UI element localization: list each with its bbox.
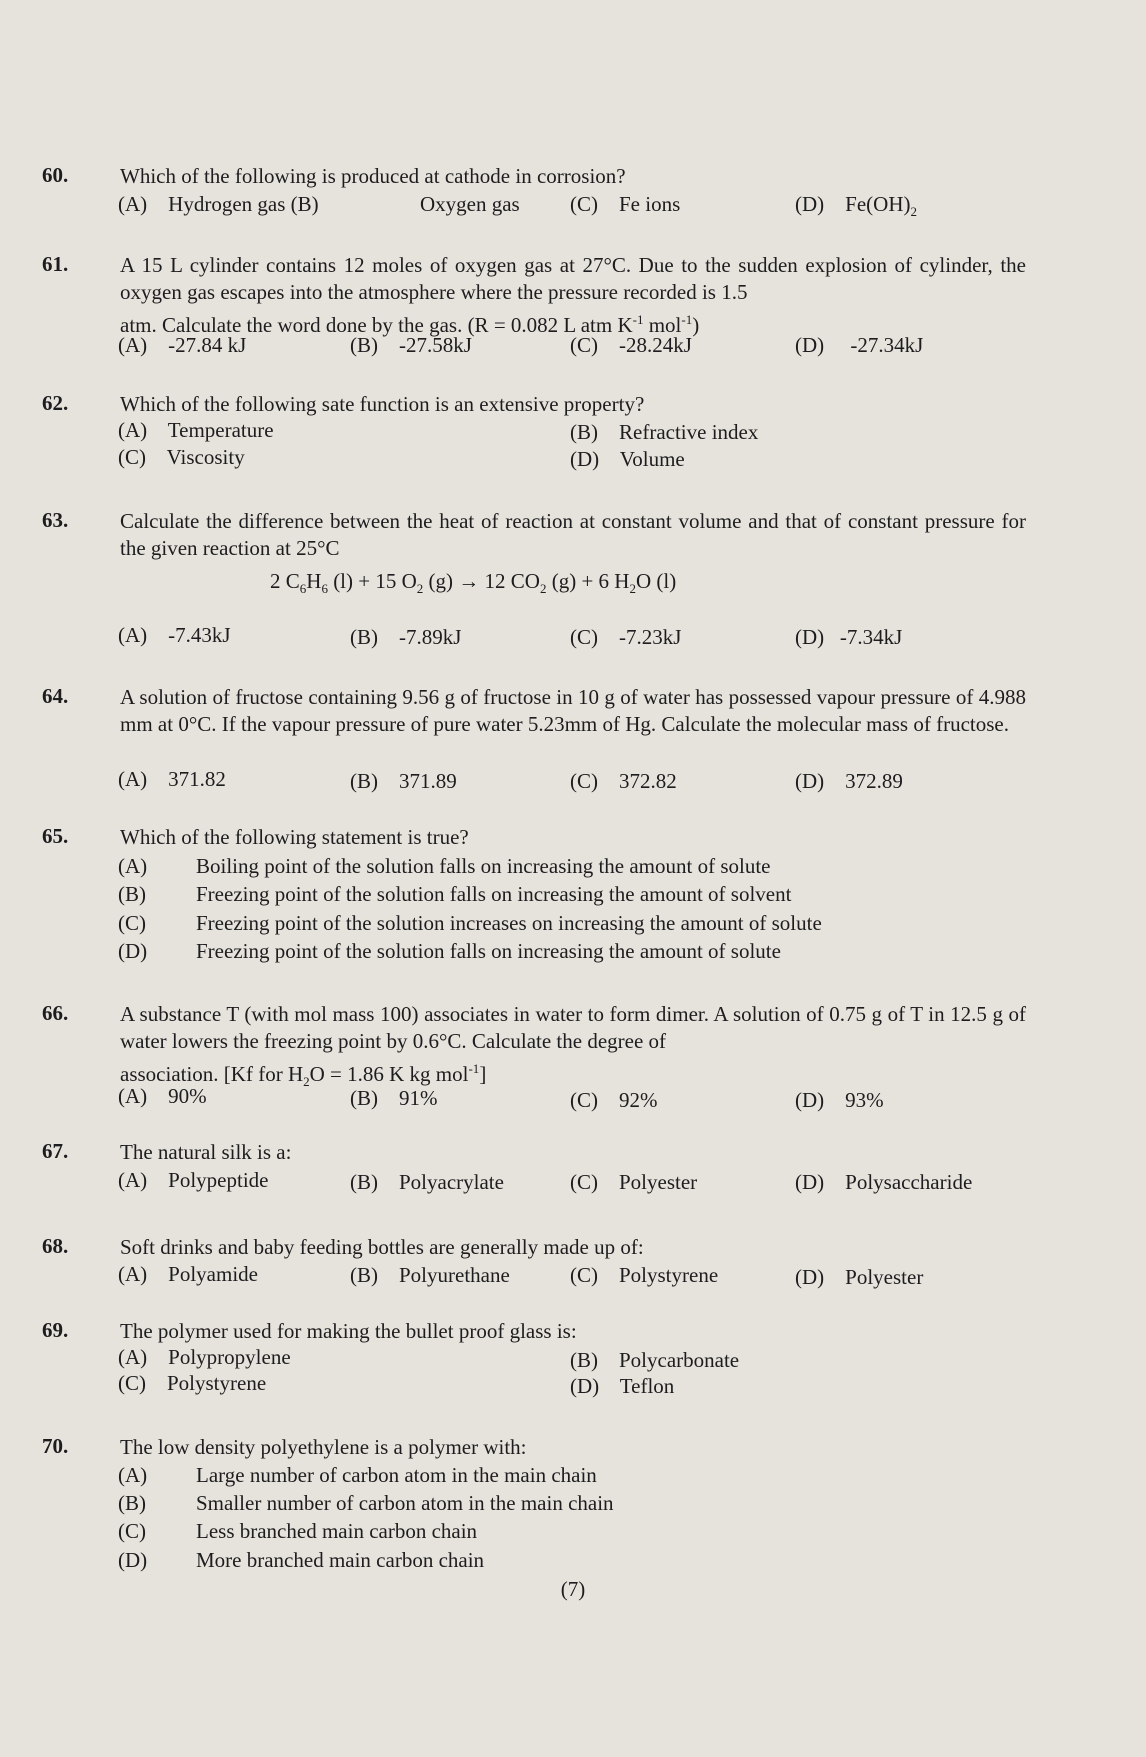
option-b: (B) Polyacrylate [350,1170,504,1194]
option-c: (C) Fe ions [570,192,681,216]
option-c: (C) Freezing point of the solution increases on increasing the amount of solute [118,911,822,935]
option-c: (C) -7.23kJ [570,625,682,649]
question-text: Soft drinks and baby feeding bottles are generally made up of: [120,1235,644,1259]
question-text-last-line: atm. Calculate the word done by the gas. (R = 0.082 L atm $K^{-1}$ mol$^{-1}$) [120,312,700,337]
option-c: (C) Less branched main carbon chain [118,1519,478,1543]
option-c: (C) 92% [570,1088,658,1112]
option-d: (D) More branched main carbon chain [118,1548,485,1572]
option-a: (A) Temperature [118,418,274,442]
option-c: (C) Polyester [570,1170,698,1194]
option-d: (D) Volume [570,447,685,471]
option-a: (A) -7.43kJ [118,623,231,647]
option-c: (C) 372.82 [570,769,677,793]
option-b: Oxygen gas [420,192,520,216]
question-text: Which of the following sate function is an extensive property? [120,392,645,416]
question-number: 66. [42,1001,69,1025]
option-b: (B) Polycarbonate [570,1348,740,1372]
question-number: 69. [42,1318,69,1342]
option-a: (A) Hydrogen gas (B) [118,192,319,216]
question-text: A substance T (with mol mass 100) associates in water to form dimer. A solution of 0.75 g of T in 12.5 g of water lowers the freezing point by 0.6°C. Calculate the degree of [120,1002,1026,1053]
option-a: (A) Large number of carbon atom in the main chain [118,1463,597,1487]
option-d: (D) -27.34kJ [795,333,924,357]
option-b: (B) 371.89 [350,769,457,793]
option-d: (D) -7.34kJ [795,625,903,649]
question-text: The low density polyethylene is a polymer with: [120,1435,527,1459]
question-text: A solution of fructose containing 9.56 g of fructose in 10 g of water has possessed vapour pressure of 4.988 mm at 0°C. If the vapour pressure of pure water 5.23mm of Hg. Calculate the molecular mass of fructose. [120,685,1026,736]
option-a: (A) Boiling point of the solution falls on increasing the amount of solute [118,854,771,878]
option-a: (A) Polypropylene [118,1345,291,1369]
option-d: (D) Polyester [795,1265,924,1289]
option-d: (D) Freezing point of the solution falls on increasing the amount of solute [118,939,781,963]
option-d: (D) Polysaccharide [795,1170,973,1194]
option-d: (D) 93% [795,1088,884,1112]
question-text-last-line: association. [Kf for $H_2O = 1.86$ K kg mol$^{-1}$] [120,1061,487,1090]
option-c: (C) Polystyrene [118,1371,267,1395]
question-text: Which of the following is produced at cathode in corrosion? [120,164,626,188]
option-b: (B) Refractive index [570,420,759,444]
option-b: (B) -7.89kJ [350,625,462,649]
question-number: 65. [42,824,69,848]
reaction-equation: 2 $C_6H_6$ (l) + 15 $O_2$ (g) → 12 $CO_2$ (g) + 6 $H_2O$ (l) [270,569,677,597]
question-number: 67. [42,1139,69,1163]
question-text: Which of the following statement is true? [120,825,469,849]
option-b: (B) 91% [350,1086,438,1110]
question-text: A 15 L cylinder contains 12 moles of oxygen gas at 27°C. Due to the sudden explosion of cylinder, the oxygen gas escapes into the atmosphere where the pressure recorded is 1.5 [120,253,1026,304]
option-c: (C) Polystyrene [570,1263,719,1287]
option-b: (B) -27.58kJ [350,333,472,357]
question-text: Calculate the difference between the heat of reaction at constant volume and that of constant pressure for the given reaction at 25°C [120,509,1026,560]
question-number: 60. [42,163,69,187]
option-b: (B) Polyurethane [350,1263,510,1287]
option-b: (B) Smaller number of carbon atom in the main chain [118,1491,614,1515]
option-d: (D) $Fe(OH)_2$ [795,192,917,220]
option-c: (C) -28.24kJ [570,333,692,357]
question-number: 61. [42,252,69,276]
option-a: (A) Polypeptide [118,1168,269,1192]
question-number: 68. [42,1234,69,1258]
question-number: 64. [42,684,69,708]
option-a: (A) -27.84 kJ [118,333,247,357]
option-d: (D) 372.89 [795,769,903,793]
option-c: (C) Viscosity [118,445,245,469]
question-text: The polymer used for making the bullet proof glass is: [120,1319,577,1343]
option-d: (D) Teflon [570,1374,675,1398]
option-a: (A) Polyamide [118,1262,258,1286]
question-number: 63. [42,508,69,532]
option-b: (B) Freezing point of the solution falls on increasing the amount of solvent [118,882,792,906]
page-number: (7) [560,1577,586,1601]
question-number: 70. [42,1434,69,1458]
option-a: (A) 90% [118,1084,207,1108]
question-number: 62. [42,391,69,415]
option-a: (A) 371.82 [118,767,226,791]
question-text: The natural silk is a: [120,1140,292,1164]
